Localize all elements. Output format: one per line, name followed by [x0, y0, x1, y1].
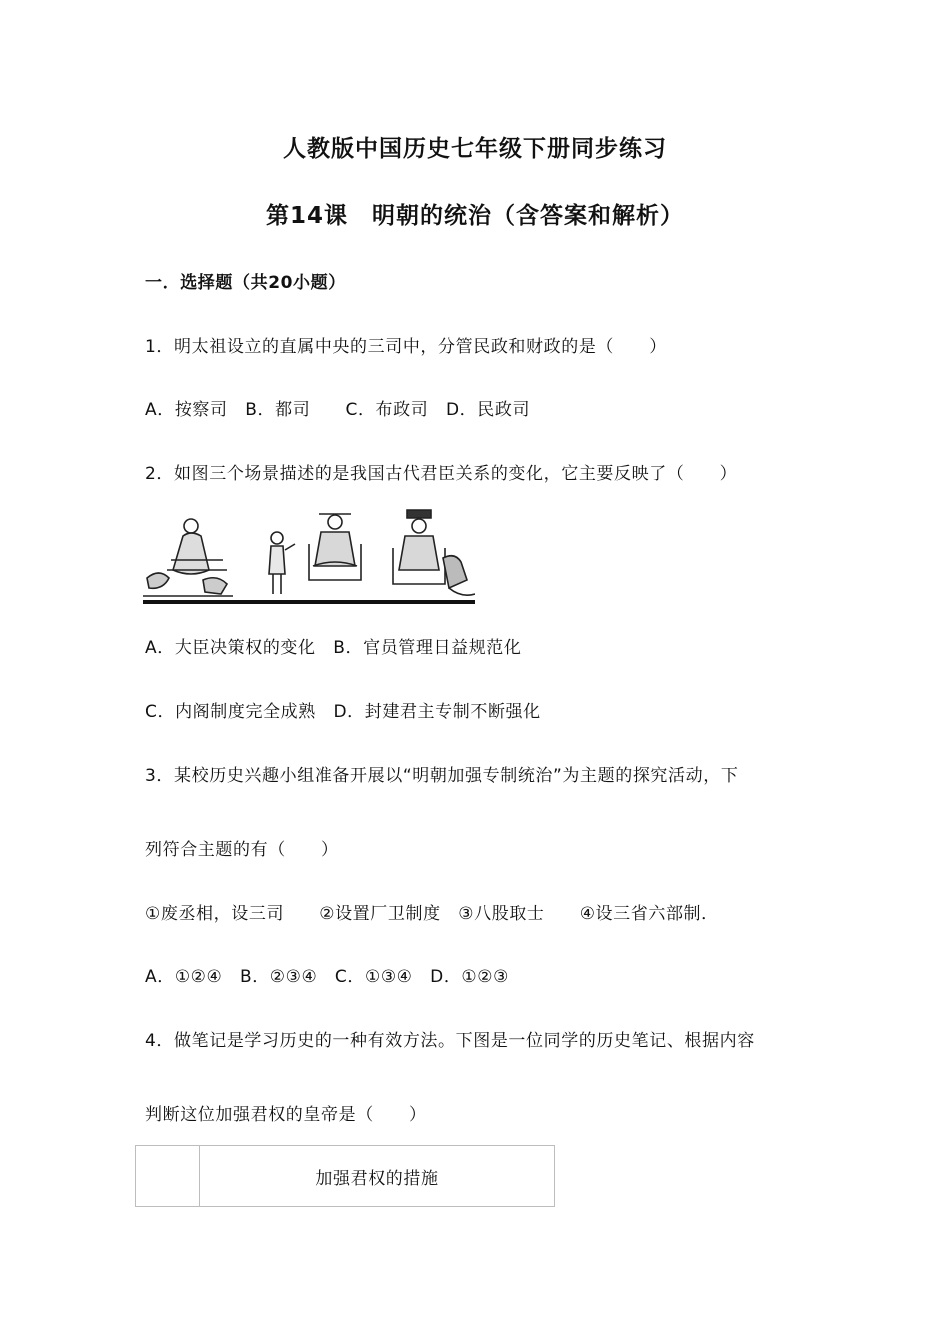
notes-table-header: 加强君权的措施: [315, 1168, 439, 1189]
question-1-stem: 1．明太祖设立的直属中央的三司中，分管民政和财政的是（ ）: [145, 337, 667, 357]
question-2-options-cd: C．内阁制度完全成熟 D．封建君主专制不断强化: [145, 702, 541, 722]
question-4-stem-line1: 4．做笔记是学习历史的一种有效方法。下图是一位同学的历史笔记、根据内容: [145, 1031, 755, 1051]
notes-table: [135, 1145, 555, 1207]
lesson-title: 第14课 明朝的统治（含答案和解析）: [265, 203, 684, 229]
question-4-stem-line2: 判断这位加强君权的皇帝是（ ）: [145, 1105, 427, 1125]
question-2-options-ab: A．大臣决策权的变化 B．官员管理日益规范化: [145, 638, 522, 658]
scene-3-figure: [393, 510, 475, 595]
question-3-options: A．①②④ B．②③④ C．①③④ D．①②③: [145, 967, 509, 987]
illustration-baseline: [143, 600, 475, 604]
section-heading: 一．选择题（共20小题）: [145, 273, 346, 293]
question-1-options: A．按察司 B．都司 C．布政司 D．民政司: [145, 400, 531, 420]
scene-1-figure: [143, 519, 233, 596]
question-2-stem: 2．如图三个场景描述的是我国古代君臣关系的变化，它主要反映了（ ）: [145, 464, 738, 484]
document-title: 人教版中国历史七年级下册同步练习: [283, 136, 667, 162]
question-3-stem-line1: 3．某校历史兴趣小组准备开展以“明朝加强专制统治”为主题的探究活动，下: [145, 766, 739, 786]
question-3-stem-line2: 列符合主题的有（ ）: [145, 840, 339, 860]
scene-2-figure: [269, 514, 361, 594]
court-scenes-illustration: [143, 508, 475, 604]
question-3-items: ①废丞相，设三司 ②设置厂卫制度 ③八股取士 ④设三省六部制．: [145, 904, 719, 924]
notes-table-empty-cell: [136, 1146, 200, 1206]
